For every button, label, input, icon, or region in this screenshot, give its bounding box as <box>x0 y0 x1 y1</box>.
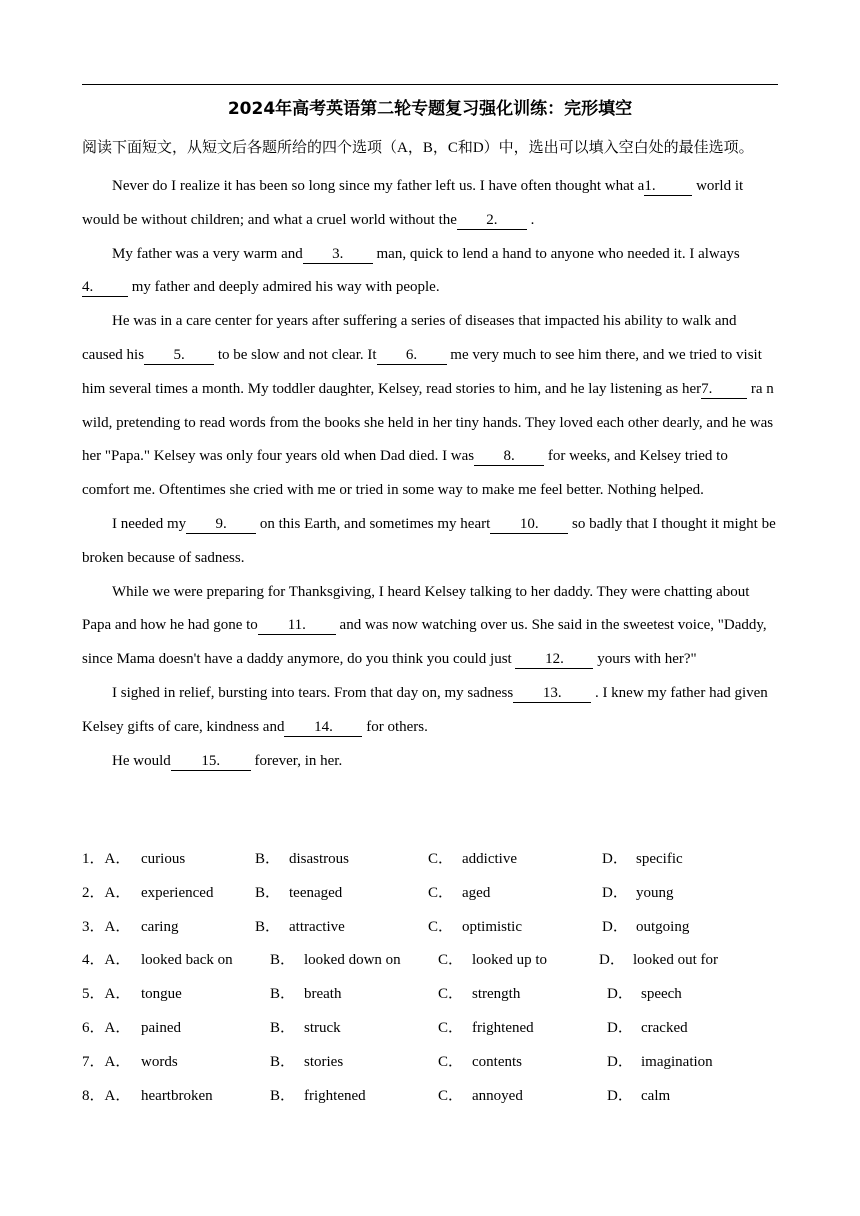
option-d[interactable]: looked out for <box>633 952 718 969</box>
question-row <box>82 946 778 980</box>
question-row <box>82 1014 778 1048</box>
option-b-label: B． <box>270 986 296 1003</box>
option-c-label: C． <box>438 986 464 1003</box>
option-d[interactable]: imagination <box>641 1053 713 1070</box>
blank-12[interactable]: 12. <box>515 650 593 669</box>
blank-5[interactable]: 5. <box>144 346 214 365</box>
question-options <box>82 845 778 1115</box>
blank-2[interactable]: 2. <box>457 211 527 230</box>
option-d-label: D． <box>602 918 628 935</box>
option-b-label: B． <box>270 1019 296 1036</box>
option-a[interactable]: pained <box>141 1019 181 1036</box>
paragraph-1 <box>82 170 778 238</box>
option-b-label: B． <box>255 851 281 867</box>
blank-7[interactable]: 7. <box>701 380 747 399</box>
option-c[interactable]: aged <box>462 884 491 901</box>
page-title: 2024年高考英语第二轮专题复习强化训练：完形填空 <box>227 99 633 119</box>
option-d[interactable]: outgoing <box>636 918 690 935</box>
passage-text: forever, in her. <box>250 752 343 769</box>
option-b[interactable]: struck <box>304 1019 341 1036</box>
option-a[interactable]: tongue <box>141 986 182 1003</box>
question-number: 7．A． <box>82 1053 131 1070</box>
question-row <box>82 1048 778 1082</box>
question-row <box>82 1082 778 1116</box>
option-c-label: C． <box>438 1087 464 1104</box>
option-c-label: C． <box>438 952 464 969</box>
question-number: 2．A． <box>82 884 131 901</box>
passage-text: Never do I realize it has been so long since my father left us. I have often thought what a <box>112 178 645 194</box>
option-a[interactable]: experienced <box>141 884 214 901</box>
question-number: 5．A． <box>82 986 131 1003</box>
question-row <box>82 913 778 947</box>
option-b[interactable]: disastrous <box>289 851 349 867</box>
option-d-label: D． <box>602 851 628 867</box>
option-c-label: C． <box>438 1053 464 1070</box>
option-b[interactable]: attractive <box>289 918 345 935</box>
passage-text: my father and deeply admired his way with people. <box>128 279 440 296</box>
blank-14[interactable]: 14. <box>284 718 362 737</box>
blank-6[interactable]: 6. <box>377 346 447 365</box>
option-c-label: C． <box>428 851 454 867</box>
passage-text: I needed my <box>112 515 187 532</box>
passage-text: so badly that I thought it might be broken because of sadness. <box>82 515 776 566</box>
passage-text: for others. <box>362 718 428 735</box>
option-a[interactable]: heartbroken <box>141 1087 213 1104</box>
passage-text: me very much to see him there, and we tried to visit him several times a month. My toddler daughter, Kelsey, read stories to him, and he lay listening as her <box>82 346 762 397</box>
passage-text: world it would be without children; and what a cruel world without the <box>82 178 744 228</box>
option-d[interactable]: cracked <box>641 1019 688 1036</box>
paragraph-6 <box>82 677 778 745</box>
passage-text: My father was a very warm and <box>112 245 303 262</box>
option-b[interactable]: frightened <box>304 1087 366 1104</box>
blank-9[interactable]: 9. <box>186 515 256 534</box>
option-d[interactable]: young <box>636 884 674 901</box>
passage-text: yours with her?" <box>593 651 697 668</box>
passage-text: ra n wild, pretending to read words from the books she held in her tiny hands. They loved each other dearly, and he was her "Papa." Kelsey was only four years old when Dad died. I was <box>82 380 774 465</box>
passage-text: man, quick to lend a hand to anyone who needed it. I always <box>372 245 740 262</box>
passage-text: . <box>526 211 535 228</box>
question-row <box>82 845 778 879</box>
option-c[interactable]: contents <box>472 1053 522 1070</box>
header-rule <box>82 84 778 85</box>
question-number: 6．A． <box>82 1019 131 1036</box>
question-number: 4．A． <box>82 952 131 969</box>
option-d-label: D． <box>607 1087 633 1104</box>
option-d-label: D． <box>607 1019 633 1036</box>
option-b[interactable]: looked down on <box>304 952 401 969</box>
option-b-label: B． <box>270 1087 296 1104</box>
option-b[interactable]: stories <box>304 1053 344 1070</box>
question-row <box>82 980 778 1014</box>
option-b-label: B． <box>255 884 281 901</box>
option-a[interactable]: looked back on <box>141 952 233 969</box>
option-d-label: D． <box>607 1053 633 1070</box>
option-c[interactable]: addictive <box>462 851 517 867</box>
option-b[interactable]: teenaged <box>289 884 343 901</box>
option-c-label: C． <box>438 1019 464 1036</box>
instructions: 阅读下面短文，从短文后各题所给的四个选项（A，B，C和D）中，选出可以填入空白处的最佳选项。 <box>82 140 754 156</box>
blank-3[interactable]: 3. <box>303 245 373 264</box>
option-c[interactable]: frightened <box>472 1019 534 1036</box>
passage-text: While we were preparing for Thanksgiving, I heard Kelsey talking to her daddy. They were chatting about Papa and how he had gone to <box>82 583 750 634</box>
blank-4[interactable]: 4. <box>82 278 128 297</box>
option-c[interactable]: looked up to <box>472 952 547 969</box>
option-a[interactable]: words <box>141 1053 178 1070</box>
passage-text: to be slow and not clear. It <box>214 346 377 363</box>
option-c-label: C． <box>428 918 454 935</box>
passage-text: He would <box>112 752 171 769</box>
blank-13[interactable]: 13. <box>513 684 591 703</box>
paragraph-2 <box>82 238 778 306</box>
question-number: 3．A． <box>82 918 131 935</box>
option-b-label: B． <box>255 918 281 935</box>
option-b-label: B． <box>270 952 296 969</box>
blank-1[interactable]: 1. <box>644 177 692 196</box>
blank-15[interactable]: 15. <box>171 752 251 771</box>
option-d-label: D． <box>607 986 633 1003</box>
question-number: 1．A． <box>82 851 131 867</box>
paragraph-5 <box>82 576 778 677</box>
option-d[interactable]: specific <box>636 851 683 867</box>
option-b[interactable]: breath <box>304 986 342 1003</box>
passage-text: and was now watching over us. She said in the sweetest voice, "Daddy, since Mama doesn't have a daddy anymore, do you think you could just <box>82 617 767 668</box>
option-d[interactable]: speech <box>641 986 682 1003</box>
paragraph-3 <box>82 305 778 508</box>
option-a[interactable]: curious <box>141 851 186 867</box>
question-number: 8．A． <box>82 1087 131 1104</box>
passage-text: on this Earth, and sometimes my heart <box>256 515 491 532</box>
passage-text: for weeks, and Kelsey tried to comfort me. Oftentimes she cried with me or tried in some way to make me feel better. Nothing helped. <box>82 448 728 499</box>
paragraph-4 <box>82 508 778 576</box>
passage <box>82 170 778 778</box>
option-c[interactable]: strength <box>472 986 521 1003</box>
option-b-label: B． <box>270 1053 296 1070</box>
option-a[interactable]: caring <box>141 918 179 935</box>
blank-11[interactable]: 11. <box>258 616 336 635</box>
option-d-label: D． <box>599 952 625 969</box>
option-c[interactable]: annoyed <box>472 1087 523 1104</box>
option-c-label: C． <box>428 884 454 901</box>
blank-8[interactable]: 8. <box>474 447 544 466</box>
passage-text: . I knew my father had given Kelsey gifts of care, kindness and <box>82 684 768 735</box>
passage-text: He was in a care center for years after suffering a series of diseases that impacted his ability to walk and caused his <box>82 313 737 363</box>
passage-text: I sighed in relief, bursting into tears. From that day on, my sadness <box>112 684 514 701</box>
option-d[interactable]: calm <box>641 1087 671 1104</box>
option-d-label: D． <box>602 884 628 901</box>
blank-10[interactable]: 10. <box>490 515 568 534</box>
question-row <box>82 879 778 913</box>
option-c[interactable]: optimistic <box>462 918 522 935</box>
paragraph-7 <box>82 745 778 779</box>
